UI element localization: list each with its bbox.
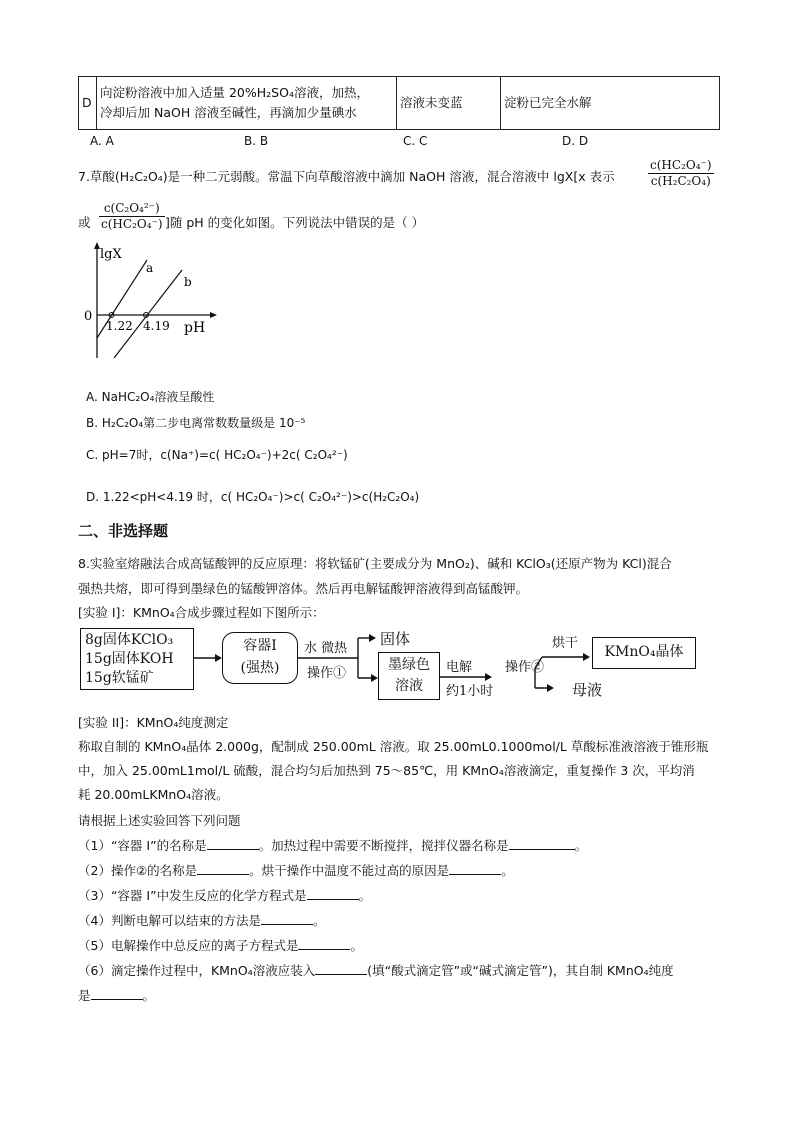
container-name: 容器I (243, 638, 277, 654)
table-row (79, 77, 720, 130)
sub-question-4: （4）判断电解可以结束的方法是 。 (78, 913, 326, 928)
sub-question-3: （3）“容器 I”中发生反应的化学方程式是 。 (78, 888, 372, 903)
q7-or: 或 (78, 215, 91, 230)
sub-question-5: （5）电解操作中总反应的离子方程式是 。 (78, 938, 363, 953)
x1-label: 1.22 (106, 319, 133, 333)
green-label-1: 墨绿色 (388, 657, 430, 673)
answer-blank[interactable] (207, 838, 259, 850)
procedure-line-2: 冷却后加 NaOH 溶液至碱性，再滴加少量碘水 (100, 105, 357, 120)
fraction-1-numerator: c(HC₂O₄⁻) (650, 158, 712, 172)
option-b: B. B (244, 134, 269, 148)
answer-blank[interactable] (91, 988, 143, 1000)
reagent-2: 15g固体KOH (85, 651, 174, 667)
q7-option-a: A. NaHC₂O₄溶液呈酸性 (86, 390, 215, 404)
elec-top: 电解 (446, 660, 473, 675)
conclusion-cell: 淀粉已完全水解 (501, 77, 720, 130)
reagent-1: 8g固体KClO₃ (85, 632, 174, 648)
option-d: D. D (562, 134, 589, 148)
y-axis-label: lgX (100, 247, 122, 262)
answer-blank[interactable] (307, 888, 359, 900)
procedure-line-1: 向淀粉溶液中加入适量 20%H₂SO₄溶液，加热， (100, 85, 369, 100)
reagent-3: 15g软锰矿 (85, 670, 154, 686)
fraction-2-denominator: c(HC₂O₄⁻) (101, 217, 163, 231)
options-table (78, 76, 720, 130)
q7-option-d: D. 1.22<pH<4.19 时，c( HC₂O₄⁻)>c( C₂O₄²⁻)>c(H₂C₂O₄) (86, 490, 420, 504)
sub-question-6: （6）滴定操作过程中，KMnO₄溶液应装入 (填“酸式滴定管”或“碱式滴定管”)，其自制 KMnO₄纯度 (78, 963, 674, 978)
answer-blank[interactable] (261, 913, 313, 925)
option-a: A. A (90, 134, 114, 148)
line-b-label: b (184, 275, 192, 289)
fraction-1-denominator: c(H₂C₂O₄) (650, 174, 711, 188)
sub-question-2: （2）操作②的名称是 。烘干操作中温度不能过高的原因是 。 (78, 863, 514, 878)
fraction-2-numerator: c(C₂O₄²⁻) (99, 201, 165, 217)
x2-label: 4.19 (143, 319, 170, 333)
answer-blank[interactable] (509, 838, 575, 850)
exp2-para-3: 耗 20.00mLKMnO₄溶液。 (78, 787, 229, 802)
exp2-heading: [实验 II]：KMnO₄纯度测定 (78, 715, 229, 730)
green-label-2: 溶液 (395, 678, 423, 694)
questions-intro: 请根据上述实验回答下列问题 (78, 813, 241, 828)
fraction-1 (648, 158, 714, 189)
q8-stem-2: 强热共熔，即可得到墨绿色的锰酸钾溶体。然后再电解锰酸钾溶液得到高锰酸钾。 (78, 581, 529, 596)
solid-label: 固体 (380, 630, 411, 648)
reagents-box (80, 628, 194, 690)
mother-liquor-label: 母液 (572, 681, 603, 699)
phenomenon-cell: 溶液未变蓝 (397, 77, 501, 130)
cond-bottom: 操作① (307, 666, 347, 681)
answer-blank[interactable] (449, 863, 501, 875)
q8-stem-1: 8.实验室熔融法合成高锰酸钾的反应原理：将软锰矿(主要成分为 MnO₂)、碱和 KClO₃(还原产物为 KCl)混合 (78, 556, 672, 571)
sub-question-6-cont: 是 。 (78, 988, 156, 1003)
x-axis-arrow (210, 312, 217, 318)
x-axis-label: pH (184, 320, 206, 336)
q7-stem-2: ]随 pH 的变化如图。下列说法中错误的是（ ） (165, 215, 425, 230)
option-c: C. C (403, 134, 428, 148)
line-a-label: a (146, 261, 154, 275)
exp1-heading: [实验 I]：KMnO₄合成步骤过程如下图所示： (78, 605, 325, 620)
q7-option-c: C. pH=7时，c(Na⁺)=c( HC₂O₄⁻)+2c( C₂O₄²⁻) (86, 448, 348, 462)
lgx-ph-graph (80, 240, 220, 360)
answer-blank[interactable] (197, 863, 249, 875)
crystal-box: KMnO₄晶体 (592, 637, 696, 669)
section-heading: 二、非选择题 (78, 522, 169, 540)
procedure-cell (97, 77, 397, 130)
dry-label: 烘干 (552, 636, 579, 651)
exp2-para-1: 称取自制的 KMnO₄晶体 2.000g，配制成 250.00mL 溶液。取 25.00mL0.1000mol/L 草酸标准液溶液于锥形瓶 (78, 739, 709, 754)
q7-option-b: B. H₂C₂O₄第二步电离常数数量级是 10⁻⁵ (86, 416, 306, 430)
exp2-para-2: 中，加入 25.00mL1mol/L 硫酸，混合均匀后加热到 75～85℃，用 KMnO₄溶液滴定，重复操作 3 次，平均消 (78, 763, 695, 778)
answer-blank[interactable] (315, 963, 367, 975)
row-label: D (79, 77, 97, 130)
cond-top: 水 微热 (304, 641, 348, 656)
op2-label: 操作② (505, 660, 545, 675)
fraction-2 (99, 201, 165, 232)
q7-stem-1: 7.草酸(H₂C₂O₄)是一种二元弱酸。常温下向草酸溶液中滴加 NaOH 溶液，混合溶液中 lgX[x 表示 (78, 169, 615, 184)
sub-question-1: （1）“容器 I”的名称是 。加热过程中需要不断搅拌，搅拌仪器名称是 。 (78, 838, 588, 853)
origin-label: 0 (84, 309, 93, 324)
elec-bottom: 约1小时 (446, 684, 494, 699)
container-note: (强热) (240, 660, 280, 676)
answer-blank[interactable] (298, 938, 350, 950)
